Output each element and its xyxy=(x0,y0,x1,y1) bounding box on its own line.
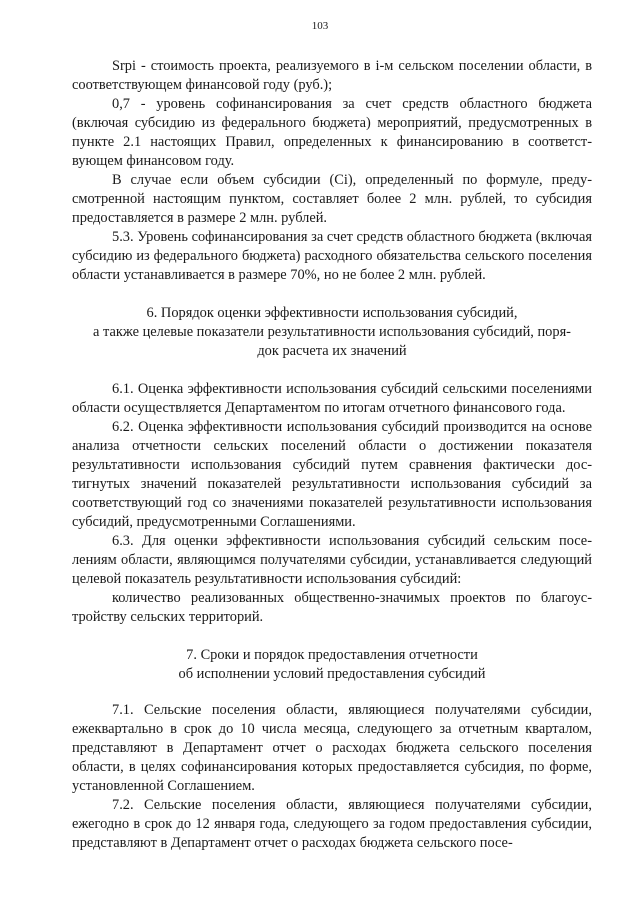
paragraph-cofinancing-level: 0,7 - уровень софинансирования за счет средств областного бюджета (включая субсидию из федерального бюджета) мероприятий, предусмотренных в пункте 2.1 настоящих Правил, определенных к финансированию в соответствующем финансовом году. xyxy=(72,96,592,169)
document-body xyxy=(72,57,592,853)
section-7-heading-line-1: 7. Сроки и порядок предоставления отчетности xyxy=(186,647,478,663)
page-number: 103 xyxy=(311,20,329,32)
paragraph-6-3: 6.3. Для оценки эффективности использования субсидий сельским поселениям области, являющимся получателями субсидии, устанавливается следующий целевой показатель результативности использования субсидий: xyxy=(72,533,592,587)
paragraph-cost-definition: Srpi - стоимость проекта, реализуемого в i-м сельском поселении области, в соответствующем финансовой году (руб.); xyxy=(72,58,592,93)
section-7-heading xyxy=(72,646,592,684)
section-6-heading-line-1: 6. Порядок оценки эффективности использования субсидий, xyxy=(146,305,518,321)
paragraph-5-3: 5.3. Уровень софинансирования за счет средств областного бюджета (включая субсидию из федерального бюджета) расходного обязательства сельского поселения области устанавливается в размере 70%, но не более 2 млн. рублей. xyxy=(72,229,592,283)
section-6-heading-line-2: а также целевые показатели результативности использования субсидий, поря- xyxy=(93,324,571,340)
section-7-heading-line-2: об исполнении условий предоставления субсидий xyxy=(178,666,486,682)
section-6-heading xyxy=(72,304,592,361)
paragraph-indicator: количество реализованных общественно-значимых проектов по благоустройству сельских территорий. xyxy=(72,590,592,625)
paragraph-6-2: 6.2. Оценка эффективности использования субсидий производится на основе анализа отчетности сельских поселений области о достижении показателя результативности использования субсидий путем сравнения фактически достигнутых значений показателей результативности использования субсидий за соответствующий год со значениями показателей результативности использования субсидий, предусмотренными Соглашениями. xyxy=(72,419,592,530)
paragraph-7-1: 7.1. Сельские поселения области, являющиеся получателями субсидии, ежеквартально в срок до 10 числа месяца, следующего за отчетным кварталом, представляют в Департамент отчет о расходах бюджета сельского поселения области, в целях софинансирования которых предоставляется субсидия, по форме, установленной Соглашением. xyxy=(72,702,592,794)
paragraph-subsidy-cap: В случае если объем субсидии (Ci), определенный по формуле, предусмотренной настоящим пунктом, составляет более 2 млн. рублей, то субсидия предоставляется в размере 2 млн. рублей. xyxy=(72,172,592,226)
paragraph-6-1: 6.1. Оценка эффективности использования субсидий сельскими поселениями области осуществляется Департаментом по итогам отчетного финансового года. xyxy=(72,381,592,416)
section-6-heading-line-3: док расчета их значений xyxy=(257,343,407,359)
paragraph-7-2: 7.2. Сельские поселения области, являющиеся получателями субсидии, ежегодно в срок до 12 января года, следующего за годом предоставления субсидии, представляют в Департамент отчет о расходах бюджета сельского посе- xyxy=(72,797,592,851)
